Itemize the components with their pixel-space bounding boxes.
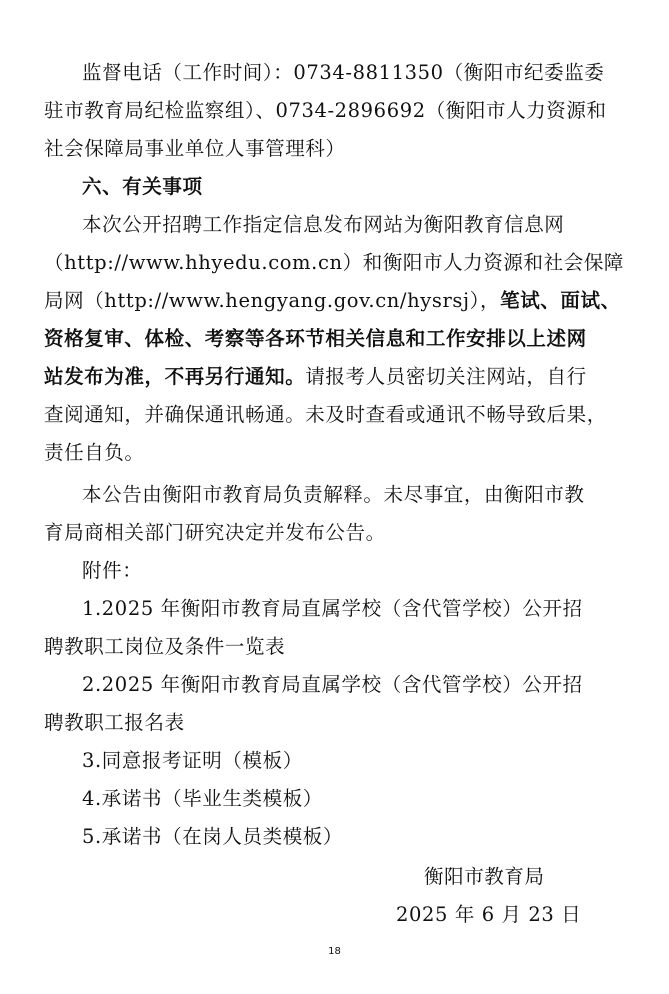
- section-heading: 六、有关事项: [82, 175, 203, 198]
- paragraph-line: 责任自负。: [44, 441, 145, 464]
- paragraph-line: 监督电话（工作时间）：0734-8811350（衡阳市纪委监委: [82, 61, 605, 84]
- paragraph-line: 育局商相关部门研究决定并发布公告。: [44, 521, 386, 544]
- text-normal: 请报考人员密切关注网站，自行: [305, 365, 587, 388]
- paragraph-line-bold: 资格复审、体检、考察等各环节相关信息和工作安排以上述网: [44, 327, 587, 350]
- paragraph-line: 社会保障局事业单位人事管理科）: [44, 137, 346, 160]
- paragraph-line: [44, 289, 621, 313]
- text-bold: 站发布为准，不再另行通知。: [44, 365, 306, 388]
- paragraph-line: [44, 365, 604, 389]
- paragraph-line: 本次公开招聘工作指定信息发布网站为衡阳教育信息网: [82, 213, 565, 236]
- paragraph-line: 驻市教育局纪检监察组）、0734-2896692（衡阳市人力资源和: [44, 99, 607, 122]
- attachment-item: 4.承诺书（毕业生类模板）: [82, 787, 323, 810]
- attachment-item: 2.2025 年衡阳市教育局直属学校（含代管学校）公开招: [82, 673, 583, 696]
- paragraph-line: 查阅通知，并确保通讯畅通。未及时查看或通讯不畅导致后果，: [44, 403, 607, 426]
- paragraph-line: （http://www.hhyedu.com.cn）和衡阳市人力资源和社会保障: [44, 251, 625, 274]
- attachment-item-cont: 聘教职工岗位及条件一览表: [44, 635, 286, 658]
- attachment-item-cont: 聘教职工报名表: [44, 711, 185, 734]
- text-bold: 笔试、面试、: [500, 289, 621, 312]
- page-number: 18: [328, 946, 341, 957]
- attachment-item: 5.承诺书（在岗人员类模板）: [82, 825, 344, 848]
- attachment-item: 1.2025 年衡阳市教育局直属学校（含代管学校）公开招: [82, 597, 583, 620]
- signature-org: 衡阳市教育局: [424, 865, 545, 888]
- attachment-item: 3.同意报考证明（模板）: [82, 749, 303, 772]
- paragraph-line: 本公告由衡阳市教育局负责解释。未尽事宜，由衡阳市教: [82, 483, 585, 506]
- attachments-label: 附件：: [82, 559, 143, 582]
- text-normal: 局网（http://www.hengyang.gov.cn/hysrsj），: [44, 289, 501, 312]
- signature-date: 2025 年 6 月 23 日: [396, 903, 582, 926]
